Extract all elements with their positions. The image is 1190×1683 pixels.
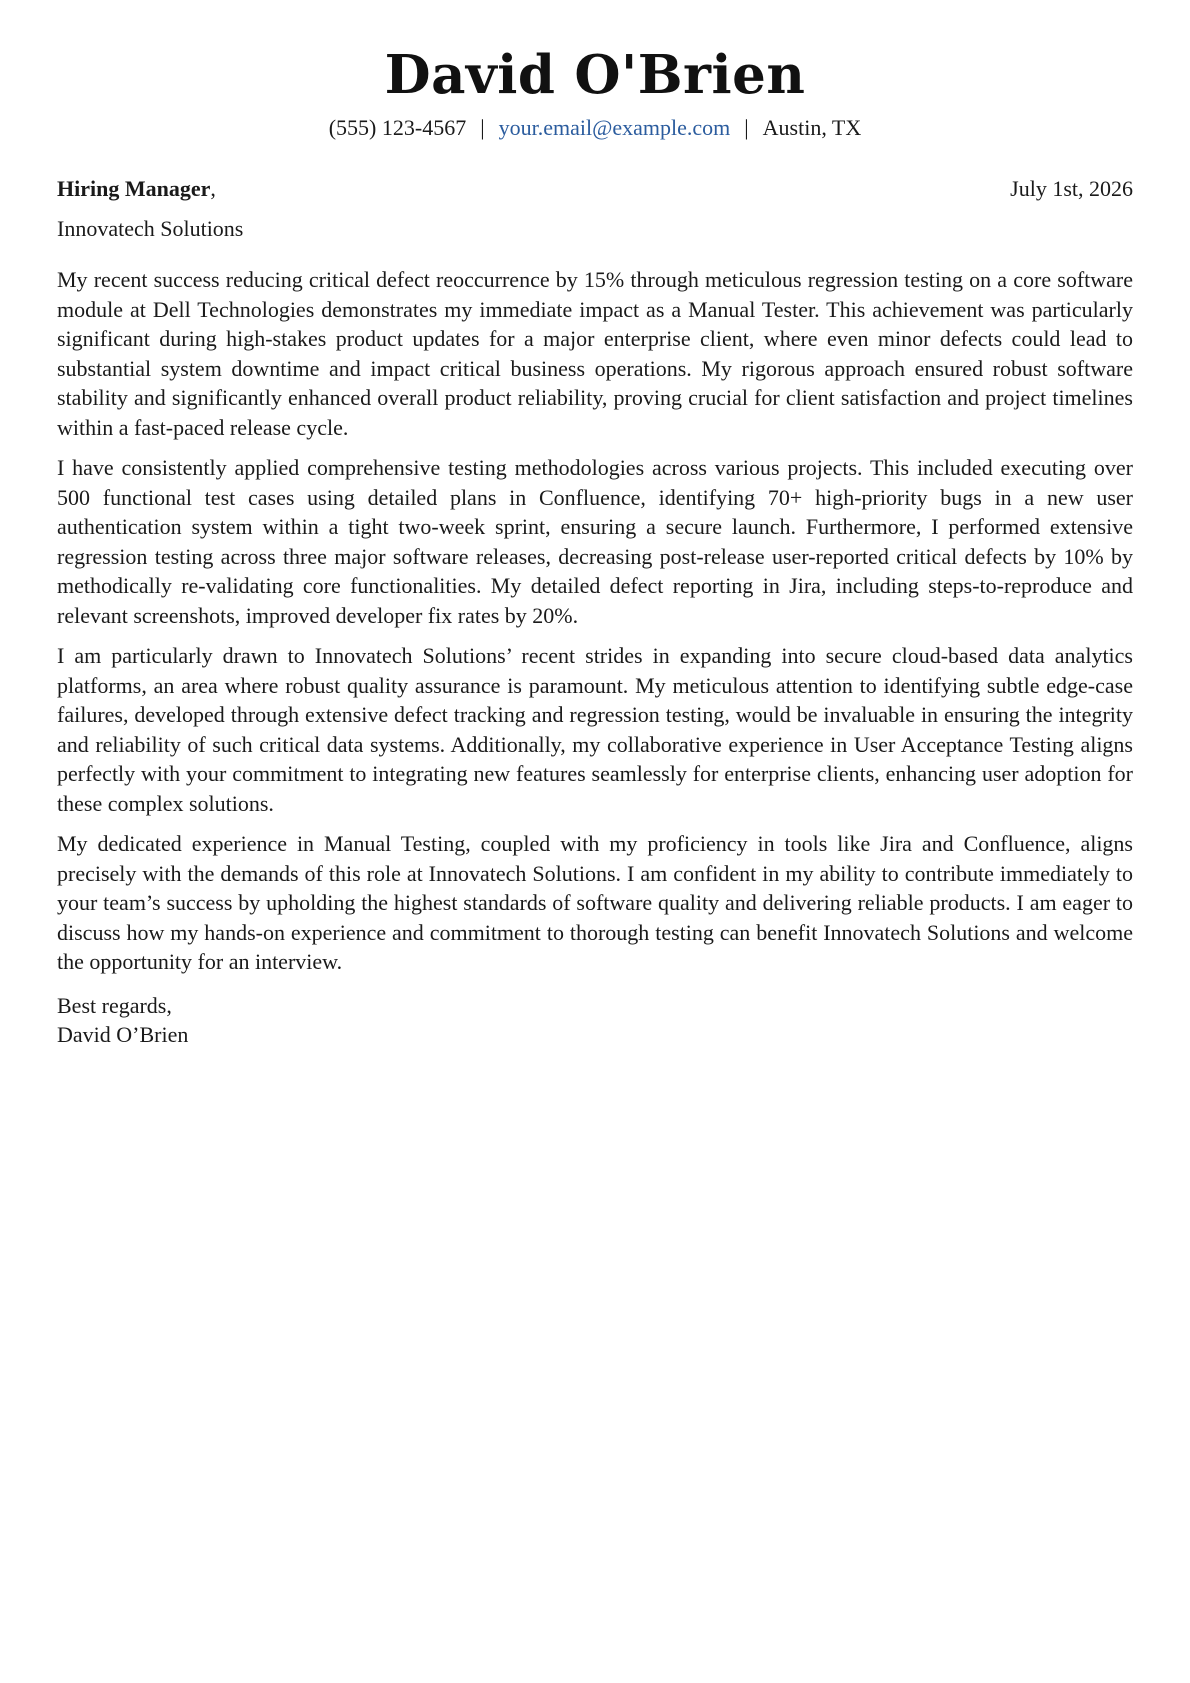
closing-signature: David O’Brien: [57, 1022, 189, 1047]
letter-closing: [57, 991, 1133, 1050]
recipient-suffix: ,: [210, 176, 216, 201]
body-paragraph: I have consistently applied comprehensive testing methodologies across various projects. This included executing over 500 functional test cases using detailed plans in Confluence, identifying 70+ high-priority bugs in a new user authentication system within a tight two-week sprint, ensuring a secure launch. Furthermore, I performed extensive regression testing across three major software releases, decreasing post-release user-reported critical defects by 10% by methodically re-validating core functionalities. My detailed defect reporting in Jira, including steps-to-reproduce and relevant screenshots, improved developer fix rates by 20%.: [57, 455, 1133, 628]
recipient-company: Innovatech Solutions: [57, 216, 244, 241]
email-link[interactable]: your.email@example.com: [498, 115, 731, 140]
contact-line: [57, 114, 1133, 142]
body-paragraph: My dedicated experience in Manual Testing, coupled with my proficiency in tools like Jira and Confluence, aligns precisely with the demands of this role at Innovatech Solutions. I am confident in my ability to contribute immediately to your team’s success by upholding the highest standards of software quality and delivering reliable products. I am eager to discuss how my hands-on experience and commitment to thorough testing can benefit Innovatech Solutions and welcome the opportunity for an interview.: [57, 831, 1133, 974]
recipient-line: [57, 175, 216, 203]
contact-separator: |: [480, 115, 485, 140]
closing-salutation: Best regards,: [57, 992, 172, 1018]
letter-body: [57, 265, 1133, 977]
letter-date: July 1st, 2026: [1010, 176, 1133, 201]
contact-separator: |: [744, 115, 749, 140]
phone-number: (555) 123-4567: [328, 115, 467, 140]
body-paragraph: My recent success reducing critical defect reoccurrence by 15% through meticulous regression testing on a core software module at Dell Technologies demonstrates my immediate impact as a Manual Tester. This achievement was particularly significant during high-stakes product updates for a major enterprise client, where even minor defects could lead to substantial system downtime and impact critical business operations. My rigorous approach ensured robust software stability and significantly enhanced overall product reliability, proving crucial for client satisfaction and project timelines within a fast-paced release cycle.: [57, 267, 1133, 440]
recipient-name: Hiring Manager: [57, 176, 211, 201]
body-paragraph: I am particularly drawn to Innovatech Solutions’ recent strides in expanding into secure cloud-based data analytics platforms, an area where robust quality assurance is paramount. My meticulous attention to identifying subtle edge-case failures, developed through extensive defect tracking and regression testing, would be invaluable in ensuring the integrity and reliability of such critical data systems. Additionally, my collaborative experience in User Acceptance Testing aligns perfectly with your commitment to integrating new features seamlessly for enterprise clients, enhancing user adoption for these complex solutions.: [57, 643, 1133, 816]
location: Austin, TX: [762, 115, 862, 140]
cover-letter-page: [57, 0, 1133, 1050]
applicant-name: David O'Brien: [384, 44, 806, 106]
recipient-date-row: [57, 175, 1133, 203]
